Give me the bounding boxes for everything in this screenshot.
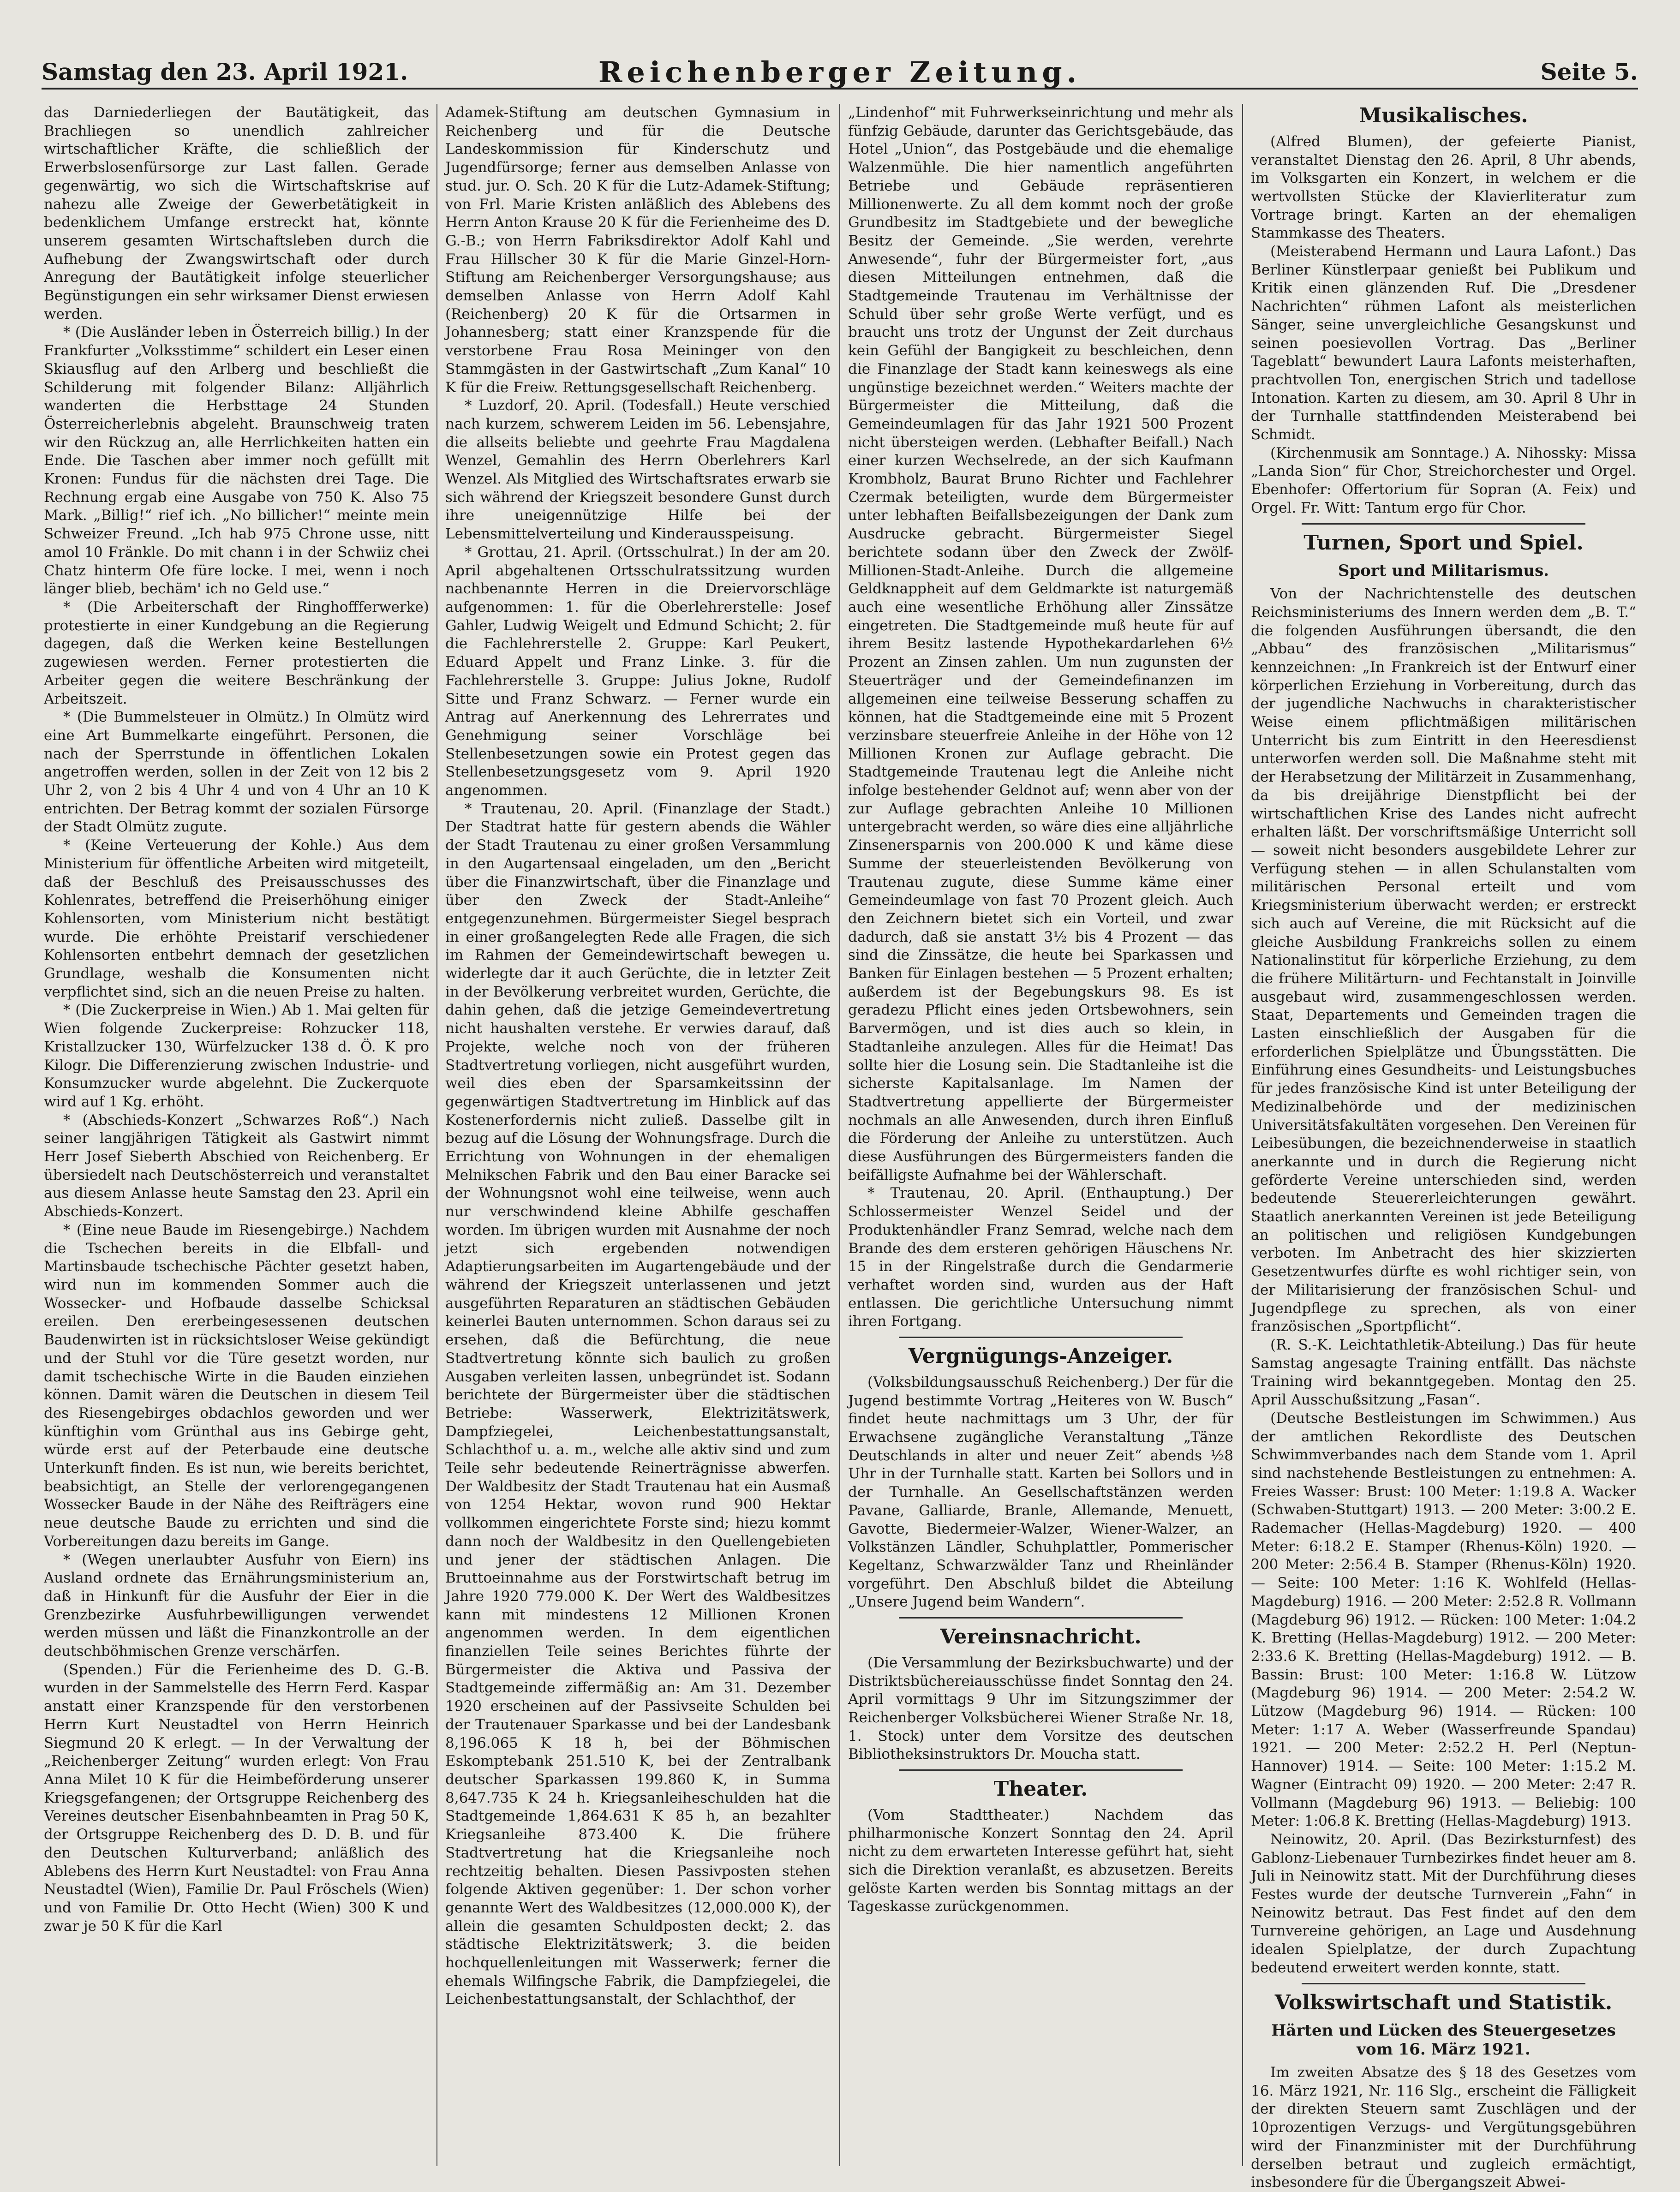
article-paragraph: (Volksbildungsausschuß Reichenberg.) Der für die Jugend bestimmte Vortrag „Heiteres von W. Busch“ findet heute nachmittags um 3 Uhr, der für Erwachsene zugängliche Veranstaltung „Tänze Deutschlands in alter und neuer Zeit“ abends ½8 Uhr in der Turnhalle statt. Karten bei Sollors und in der Turnhalle. An Gesellschaftstänzen werden Pavane, Galliarde, Branle, Allemande, Menuett, Gavotte, Biedermeier-Walzer, Wiener-Walzer, an Volkstänzen Ländler, Schuhplattler, Pommerischer Kegeltanz, Schwarzwälder Tanz und Rheinländer vorgeführt. Den Abschluß bildet die Abteilung „Unsere Jugend beim Wandern“. — [848, 1374, 1233, 1611]
column-rule — [839, 104, 840, 2166]
page-number: Seite 5. — [1540, 58, 1638, 85]
article-paragraph: Adamek-Stiftung am deutschen Gymnasium in Reichenberg und für die Deutsche Landeskommission für Kinderschutz und Jugendfürsorge; ferner aus demselben Anlasse von stud. jur. O. Sch. 20 K für die Lutz-Adamek-Stiftung; von Frl. Marie Kristen anläßlich des Ablebens des Herrn Anton Krause 20 K für die Ferienheime des D. G.-B.; von Herrn Fabriksdirektor Adolf Kahl und Frau Hillscher 30 K für die Marie Ginzel-Horn-Stiftung am Reichenberger Versorgungshause; aus demselben Anlasse von Herrn Adolf Kahl (Reichenberg) 20 K für die Ortsarmen in Johannesberg; statt einer Kranzspende für die verstorbene Frau Rosa Meininger von den Stammgästen in der Gastwirtschaft „Zum Kanal“ 10 K für die Freiw. Rettungsgesellschaft Reichenberg. — [445, 104, 831, 396]
article-paragraph: Von der Nachrichtenstelle des deutschen Reichsministeriums des Innern werden dem „B. T.“ die folgenden Ausführungen übersandt, die den „Abbau“ des französischen „Militarismus“ kennzeichnen: „In Frankreich ist der Entwurf einer körperlichen Erziehung in Vorbereitung, durch das der jugendliche Nachwuchs in charakteristischer Weise einem pflichtmäßigen militärischen Unterricht bis zum Eintritt in den Heeresdienst unterworfen werden soll. Die Maßnahme steht mit der Herabsetzung der Militärzeit in Zusammenhang, da bis dreijährige Dienstpflicht bei der wirtschaftlichen Krise des Landes nicht aufrecht erhalten läßt. Der vorschriftsmäßige Unterricht soll — soweit nicht besonders ausgebildete Lehrer zur Verfügung stehen — in allen Schulanstalten vom militärischen Personal erteilt und vom Kriegsministerium überwacht werden; er erstreckt sich auch auf Vereine, die mit Rücksicht auf die gleiche Ausbildung Frankreichs sollen zu einem Nationalinstitut für körperliche Erziehung, zu dem die frühere Militärturn- und Fechtanstalt in Joinville ausgebaut wird, zusammengeschlossen werden. Staat, Departements und Gemeinden tragen die Lasten einschließlich der Ausgaben für die erforderlichen Spielplätze und Übungsstätten. Die Einführung eines Gesundheits- und Leistungsbuches für jedes französische Kind ist unter Beteiligung der Medizinalbehörde und der medizinischen Universitätsfakultäten vorgesehen. Den Vereinen für Leibesübungen, die bezeichnenderweise in staatlich anerkannte und in durch die Regierung nicht geförderte Vereine unterschieden sind, werden bedeutende Steuererleichterungen gewährt. Staatlich anerkannten Vereinen ist jede Beteiligung an politischen und religiösen Kundgebungen verboten. Im Anbetracht des hier skizzierten Gesetzentwurfes dürfte es wohl richtiger sein, von der Militarisierung der französischen Schul- und Jugendpflege zu sprechen, als von einer französischen „Sportpflicht“. — [1251, 585, 1636, 1335]
article-paragraph: * Trautenau, 20. April. (Finanzlage der Stadt.) Der Stadtrat hatte für gestern abends die Wähler der Stadt Trautenau zu einer großen Versammlung in den Augartensaal eingeladen, um den „Bericht über die Finanzwirtschaft, über die Finanzlage und über den Zweck der Stadt-Anleihe“ entgegenzunehmen. Bürgermeister Siegel besprach in einer großangelegten Rede alle Fragen, die sich im Rahmen der Gemeindewirtschaft bewegen u. widerlegte dar it auch Gerüchte, die in letzter Zeit in der Bevölkerung verbreitet wurden, Gerüchte, die dahin gehen, daß die jetzige Gemeindevertretung nicht haushalten verstehe. Er verwies darauf, daß Projekte, welche noch von der früheren Stadtvertretung vorliegen, nicht ausgeführt wurden, weil dies eben der Sparsamkeitssinn der gegenwärtigen Stadtvertretung im Hinblick auf das Kostenerfordernis nicht zuließ. Dasselbe gilt in bezug auf die Lösung der Wohnungsfrage. Durch die Errichtung von Wohnungen in der ehemaligen Melnikschen Fabrik und den Bau einer Baracke sei der Wohnungsnot wohl eine teilweise, wenn auch nur verschwindend kleine Abhilfe geschaffen worden. Im übrigen wurden mit Ausnahme der noch jetzt sich ergebenden notwendigen Adaptierungsarbeiten im Augartengebäude und der während der Kriegszeit unterlassenen und jetzt ausgeführten Reparaturen an städtischen Gebäuden keinerlei Bauten unternommen. Schon daraus sei zu ersehen, daß die Befürchtung, die neue Stadtvertretung könnte sich baulich zu großen Ausgaben verleiten lassen, unbegründet ist. Sodann berichtete der Bürgermeister über die städtischen Betriebe: Wasserwerk, Elektrizitätswerk, Dampfziegelei, Leichenbestattungsanstalt, Schlachthof u. a. m., welche alle aktiv sind und zum Teile sehr bedeutende Reinerträgnisse abwerfen. Der Waldbesitz der Stadt Trautenau hat ein Ausmaß von 1254 Hektar, wovon rund 900 Hektar vollkommen eingerichtete Forste sind; hiezu kommt dann noch der Waldbesitz in den Quellengebieten und jener der städtischen Anlagen. Die Bruttoeinnahme aus der Forstwirtschaft betrug im Jahre 1920 779.000 K. Der Wert des Waldbesitzes kann mit mindestens 12 Millionen Kronen angenommen werden. In dem eigentlichen finanziellen Teile seines Berichtes führte der Bürgermeister die Aktiva und Passiva der Stadtgemeinde ziffermäßig an: Am 31. Dezember 1920 erscheinen auf der Passivseite Schulden bei der Trautenauer Sparkasse und bei der Landesbank 8,196.065 K 18 h, bei der Böhmischen Eskomptebank 251.510 K, bei der Zentralbank deutscher Sparkassen 199.860 K, in Summa 8,647.735 K 24 h. Kriegsanleiheschulden hat die Stadtgemeinde 1,864.631 K 85 h, an bezahlter Kriegsanleihe 873.400 K. Die frühere Stadtvertretung hat die Kriegsanleihe noch rechtzeitig behalten. Diesen Passivposten stehen folgende Aktiven gegenüber: 1. Der schon vorher genannte Wert des Waldbesitzes (12,000.000 K), der allein die gesamten Schuldposten deckt; 2. das städtische Elektrizitätswerk; 3. die beiden hochquellenleitungen mit Wasserwerk; ferner die ehemals Wilfingsche Fabrik, die Dampfziegelei, die Leichenbestattungsanstalt, der Schlachthof, der — [445, 800, 831, 2008]
section-divider — [1302, 1983, 1585, 1984]
article-paragraph: Im zweiten Absatze des § 18 des Gesetzes vom 16. März 1921, Nr. 116 Slg., erscheint die Fälligkeit der direkten Steuern samt Zuschlägen und der 10prozentigen Verzugs- und Vergütungsgebühren wird der Finanzminister mit der Durchführung derselben betraut und zugleich ermächtigt, insbesondere für die Übergangszeit Abwei- — [1251, 2064, 1636, 2191]
article-paragraph: * Grottau, 21. April. (Ortsschulrat.) In der am 20. April abgehaltenen Ortsschulratssitzung wurden nachbenannte Herren in die Dreiervorschläge aufgenommen: 1. für die Oberlehrerstelle: Josef Gahler, Ludwig Weigelt und Edmund Schicht; 2. für die Fachlehrerstelle 2. Gruppe: Karl Peukert, Eduard Appelt und Franz Linke. 3. für die Fachlehrerstelle 3. Gruppe: Julius Jokne, Rudolf Sitte und Franz Schwarz. — Ferner wurde ein Antrag auf Anerkennung des Lehrerrates und Genehmigung seiner Vorschläge bei Stellenbesetzungen sowie ein Protest gegen das Stellenbesetzungsgesetz vom 9. April 1920 angenommen. — [445, 544, 831, 799]
column-2 — [445, 104, 831, 2171]
issue-date: Samstag den 23. April 1921. — [42, 58, 408, 85]
section-divider — [899, 1617, 1183, 1619]
column-rule — [436, 104, 437, 2166]
section-heading: Theater. — [993, 1777, 1088, 1801]
section-divider — [1302, 523, 1585, 525]
article-paragraph: (Deutsche Bestleistungen im Schwimmen.) Aus der amtlichen Rekordliste des Deutschen Schwimmverbandes nach dem Stande vom 1. April sind nachstehende Bestleistungen zu entnehmen: A. Freies Wasser: Brust: 100 Meter: 1:19.8 A. Wacker (Schwaben-Stuttgart) 1913. — 200 Meter: 3:00.2 E. Rademacher (Hellas-Magdeburg) 1920. — 400 Meter: 6:18.2 E. Stamper (Rhenus-Köln) 1920. — 200 Meter: 2:56.4 B. Stamper (Rhenus-Köln) 1920. — Seite: 100 Meter: 1:16 K. Wohlfeld (Hellas-Magdeburg) 1916. — 200 Meter: 2:52.8 R. Vollmann (Magdeburg 96) 1912. — Rücken: 100 Meter: 1:04.2 K. Bretting (Hellas-Magdeburg) 1912. — 200 Meter: 2:33.6 K. Bretting (Hellas-Magdeburg) 1912. — B. Bassin: Brust: 100 Meter: 1:16.8 W. Lützow (Magdeburg 96) 1914. — 200 Meter: 2:54.2 W. Lützow (Magdeburg 96) 1914. — Rücken: 100 Meter: 1:17 A. Weber (Wasserfreunde Spandau) 1921. — 200 Meter: 2:52.2 H. Perl (Neptun-Hannover) 1914. — Seite: 100 Meter: 1:15.2 M. Wagner (Eintracht 09) 1920. — 200 Meter: 2:47 R. Vollmann (Magdeburg 96) 1913. — Beliebig: 100 Meter: 1:06.8 K. Bretting (Hellas-Magdeburg) 1913. — [1251, 1410, 1636, 1830]
article-paragraph: * (Wegen unerlaubter Ausfuhr von Eiern) ins Ausland ordnete das Ernährungsministerium an, daß in Hinkunft für die Ausfuhr der Eier in die Grenzbezirke Ausfuhrbewilligungen verwendet werden müssen und läßt die Finanzkontrolle an der deutschböhmischen Grenze verschärfen. — [44, 1551, 429, 1660]
article-paragraph: (R. S.-K. Leichtathletik-Abteilung.) Das für heute Samstag angesagte Training entfällt. Das nächste Training wird bekanntgegeben. Montag den 25. April Ausschußsitzung „Fasan“. — [1251, 1336, 1636, 1409]
article-paragraph: * Trautenau, 20. April. (Enthauptung.) Der Schlossermeister Wenzel Seidel und der Produktenhändler Franz Semrad, welche nach dem Brande des dem ersteren gehörigen Häuschens Nr. 15 in der Ringelstraße durch die Gendarmerie verhaftet worden sind, wurden aus der Haft entlassen. Die gerichtliche Untersuchung nimmt ihren Fortgang. — [848, 1185, 1233, 1330]
page-header — [42, 55, 1638, 90]
article-paragraph: (Meisterabend Hermann und Laura Lafont.) Das Berliner Künstlerpaar genießt bei Publikum und Kritik einen glänzenden Ruf. Die „Dresdener Nachrichten“ rühmen Lafont als meisterlichen Sänger, seine unvergleichliche Gesangskunst und seinen poesievollen Vortrag. Das „Berliner Tageblatt“ bewundert Laura Lafonts meisterhaften, prachtvollen Ton, energischen Strich und tadellose Intonation. Karten zu diesem, am 30. April 8 Uhr in der Turnhalle stattfindenden Meisterabend bei Schmidt. — [1251, 243, 1636, 443]
section-heading: Turnen, Sport und Spiel. — [1303, 531, 1584, 555]
article-paragraph: Neinowitz, 20. April. (Das Bezirksturnfest) des Gablonz-Liebenauer Turnbezirkes findet heuer am 8. Juli in Neinowitz statt. Mit der Durchführung dieses Festes wurde der deutsche Turnverein „Fahn“ in Neinowitz betraut. Das Fest findet auf den dem Turnvereine gehörigen, an Lage und Ausdehnung idealen Spielplatze, der durch Zupachtung bedeutend erweitert werden konnte, statt. — [1251, 1831, 1636, 1976]
section-heading: Musikalisches. — [1359, 104, 1528, 127]
section-heading: Vergnügungs-Anzeiger. — [908, 1344, 1173, 1368]
article-paragraph: * (Die Ausländer leben in Österreich billig.) In der Frankfurter „Volksstimme“ schildert ein Leser einen Skiausflug auf den Arlberg und beschließt die Schilderung mit folgender Bilanz: Alljährlich wanderten die Herbsttage 24 Stunden Österreicherlebnis abgeleht. Braunschweig traten wir den Rückzug an, alle Herrlichkeiten hatten ein Ende. Die Taschen aber immer noch gefüllt mit Kronen: Fundus für die nächsten drei Tage. Die Rechnung ergab eine Ausgabe von 750 K. Also 75 Mark. „Billig!“ rief ich. „No billicher!“ meinte mein Schweizer Freund. „Ich hab 975 Chrone usse, nitt amol 10 Fränkle. Do mit chann i in der Schwiiz chei Chatz hinterm Ofe füre locke. I mei, wenn i noch länger blieb, bechäm' ich no Geld use.“ — [44, 324, 429, 597]
article-paragraph: (Alfred Blumen), der gefeierte Pianist, veranstaltet Dienstag den 26. April, 8 Uhr abends, im Volksgarten ein Konzert, in welchem er die wertvollsten Stücke der Klavierliteratur zum Vortrage bringt. Karten an der ehemaligen Stammkasse des Theaters. — [1251, 133, 1636, 242]
article-paragraph: (Vom Stadttheater.) Nachdem das philharmonische Konzert Sonntag den 24. April nicht zu dem erwarteten Interesse geführt hat, sieht sich die Direktion veranlaßt, es abzusetzen. Bereits gelöste Karten werden bis Sonntag mittags an der Tageskasse zurückgenommen. — [848, 1806, 1233, 1915]
article-paragraph: * (Eine neue Baude im Riesengebirge.) Nachdem die Tschechen bereits in die Elbfall- und Martinsbaude tschechische Pächter gesetzt haben, wird nun im kommenden Sommer auch die Wossecker- und Hofbaude dasselbe Schicksal ereilen. Den ererbeingesessenen deutschen Baudenwirten ist in rücksichtsloser Weise gekündigt und der Stuhl vor die Türe gesetzt worden, nur damit tschechische Wirte in die Bauden einziehen können. Damit wären die Deutschen in diesem Teil des Riesengebirges obdachlos geworden und wer künftighin vom Grünthal aus ins Gebirge geht, würde erst auf der Peterbaude eine deutsche Unterkunft finden. Es ist nun, wie bereits berichtet, beabsichtigt, an Stelle der verlorengegangenen Wossecker Baude in der Nähe des Reifträgers eine neue deutsche Baude zu errichten und sind die Vorbereitungen dazu bereits im Gange. — [44, 1221, 429, 1550]
section-subheading: Härten und Lücken des Steuergesetzes vom 16. März 1921. — [1271, 2021, 1616, 2059]
article-paragraph: * (Die Zuckerpreise in Wien.) Ab 1. Mai gelten für Wien folgende Zuckerpreise: Rohzucker 118, Kristallzucker 130, Würfelzucker 138 d. Ö. K pro Kilogr. Die Differenzierung zwischen Industrie- und Konsumzucker wurde abgelehnt. Die Zuckerquote wird auf 1 Kg. erhöht. — [44, 1002, 429, 1110]
column-3 — [848, 104, 1233, 2171]
section-heading: Vereinsnachricht. — [940, 1625, 1142, 1649]
article-paragraph: * (Keine Verteuerung der Kohle.) Aus dem Ministerium für öffentliche Arbeiten wird mitgeteilt, daß der Beschluß des Preisausschusses des Kohlenrates, betreffend die Preiserhöhung einiger Kohlensorten, vom Ministerium nicht bestätigt wurde. Die erhöhte Preistarif verschiedener Kohlensorten entbehrt demnach der gesetzlichen Grundlage, weshalb die Konsumenten nicht verpflichtet sind, sich an die neuen Preise zu halten. — [44, 837, 429, 1000]
section-divider — [899, 1769, 1183, 1771]
column-4 — [1251, 104, 1636, 2191]
column-1 — [44, 104, 429, 2171]
article-paragraph: * Luzdorf, 20. April. (Todesfall.) Heute verschied nach kurzem, schwerem Leiden im 56. Lebensjahre, die allseits beliebte und geehrte Frau Magdalena Wenzel, Gemahlin des Herrn Oberlehrers Karl Wenzel. Als Mitglied des Wirtschaftsrates erwarb sie sich während der Kriegszeit besondere Gunst durch ihre uneigennützige Hilfe bei der Lebensmittelverteilung und Kinderausspeisung. — [445, 397, 831, 543]
section-heading: Volkswirtschaft und Statistik. — [1274, 1990, 1613, 2014]
column-rule — [1242, 104, 1243, 2166]
article-paragraph: das Darniederliegen der Bautätigkeit, das Brachliegen so unendlich zahlreicher wirtschaftlicher Kräfte, die schließlich der Erwerbslosenfürsorge zur Last fallen. Gerade gegenwärtig, wo sich die Wirtschaftskrise auf nahezu alle Zweige der Gewerbetätigkeit in bedenklichem Umfange erstreckt hat, könnte unserem gesamten Wirtschaftsleben durch die Aufhebung der Zwangswirtschaft oder durch Anregung der Bautätigkeit infolge steuerlicher Begünstigungen ein sehr wirksamer Dienst erwiesen werden. — [44, 104, 429, 323]
section-divider — [899, 1337, 1183, 1338]
section-subheading: Sport und Militarismus. — [1338, 561, 1549, 580]
article-paragraph: (Spenden.) Für die Ferienheime des D. G.-B. wurden in der Sammelstelle des Herrn Ferd. Kaspar anstatt einer Kranzspende für den verstorbenen Herrn Kurt Neustadtel von Herrn Heinrich Siegmund 20 K erlegt. — In der Verwaltung der „Reichenberger Zeitung“ wurden erlegt: Von Frau Anna Milet 10 K für die Heimbeförderung unserer Kriegsgefangenen; der Ortsgruppe Reichenberg des Vereines deutscher Eisenbahnbeamten in Prag 50 K, der Ortsgruppe Reichenberg des D. D. B. und für den Deutschen Kulturverband; anläßlich des Ablebens des Herrn Kurt Neustadtel: von Frau Anna Neustadtel (Wien), Familie Dr. Paul Fröschels (Wien) und von Familie Dr. Otto Hecht (Wien) 300 K und zwar je 50 K für die Karl — [44, 1661, 429, 1935]
newspaper-title: Reichenberger Zeitung. — [598, 55, 1082, 89]
article-paragraph: (Die Versammlung der Bezirksbuchwarte) und der Distriktsbüchereiausschüsse findet Sonntag den 24. April vormittags 9 Uhr im Sitzungszimmer der Reichenberger Volksbücherei Wiener Straße Nr. 18, 1. Stock) unter dem Vorsitze des deutschen Bibliotheksinstruktors Dr. Moucha statt. — [848, 1654, 1233, 1763]
article-paragraph: * (Die Arbeiterschaft der Ringhoffferwerke) protestierte in einer Kundgebung an die Regierung dagegen, daß die Werken keine Bestellungen zugewiesen werden. Ferner protestierten die Arbeiter gegen die weitere Beschränkung der Arbeitszeit. — [44, 598, 429, 707]
article-paragraph: „Lindenhof“ mit Fuhrwerkseinrichtung und mehr als fünfzig Gebäude, darunter das Gerichtsgebäude, das Hotel „Union“, das Postgebäude und die ehemalige Walzenmühle. Die hier namentlich angeführten Betriebe und Gebäude repräsentieren Millionenwerte. Zu all dem kommt noch der große Grundbesitz im Stadtgebiete und der bewegliche Besitz der Gemeinde. „Sie werden, verehrte Anwesende“, fuhr der Bürgermeister fort, „aus diesen Mitteilungen entnehmen, daß die Stadtgemeinde Trautenau im Verhältnisse der Schuld über sehr große Werte verfügt, und es braucht uns trotz der Ungunst der Zeit durchaus kein Gefühl der Bangigkeit zu beschleichen, denn die Finanzlage der Stadt kann keineswegs als eine ungünstige bezeichnet werden.“ Weiters machte der Bürgermeister die Mitteilung, daß die Gemeindeumlagen für das Jahr 1921 500 Prozent nicht übersteigen werden. (Lebhafter Beifall.) Nach einer kurzen Wechselrede, an der sich Kaufmann Krombholz, Baurat Bruno Richter und Fachlehrer Czermak beteiligten, wurde dem Bürgermeister unter lebhaften Beifallsbezeigungen der Dank zum Ausdrucke gebracht. Bürgermeister Siegel berichtete sodann über den Zweck der Zwölf-Millionen-Stadt-Anleihe. Durch die allgemeine Geldknappheit auf dem Geldmarkte ist naturgemäß auch eine wesentliche Erhöhung aller Zinssätze eingetreten. Die Stadtgemeinde muß heute für auf ihrem Besitz lastende Hypothekardarlehen 6½ Prozent an Zinsen zahlen. Um nun zugunsten der Steuerträger und der Gemeindefinanzen im allgemeinen eine teilweise Besserung schaffen zu können, hat die Stadtgemeinde eine mit 5 Prozent verzinsbare steuerfreie Anleihe in der Höhe von 12 Millionen Kronen zur Auflage gebracht. Die Stadtgemeinde Trautenau legt die Anleihe nicht infolge bestehender Geldnot auf; wenn aber von der zur Auflage gebrachten Anleihe 10 Millionen untergebracht werden, so wäre dies eine alljährliche Zinsenersparnis von 200.000 K und käme diese Summe der steuerleistenden Bevölkerung von Trautenau zugute, diese Summe käme einer Gemeindeumlage von fast 70 Prozent gleich. Auch den Zeichnern bietet sich ein Vorteil, und zwar dadurch, daß sie anstatt 3½ bis 4 Prozent — das sind die Zinssätze, die heute bei Sparkassen und Banken für Einlagen bestehen — 5 Prozent erhalten; außerdem ist der Begebungskurs 98. Es ist geradezu Pflicht eines jeden Ortsbewohners, sein Barvermögen, und ist dies auch so klein, in Stadtanleihe anzulegen. Alles für die Heimat! Das sollte hier die Losung sein. Die Stadtanleihe ist die sicherste Kapitalsanlage. Im Namen der Stadtvertretung appellierte der Bürgermeister nochmals an alle Anwesenden, durch ihren Einfluß die Förderung der Anleihe zu unterstützen. Auch diese Ausführungen des Bürgermeisters fanden die beifälligste Aufnahme bei der Wählerschaft. — [848, 104, 1233, 1183]
article-paragraph: (Kirchenmusik am Sonntage.) A. Nihossky: Missa „Landa Sion“ für Chor, Streichorchester und Orgel. Ebenhofer: Offertorium für Sopran (A. Feix) und Orgel. Fr. Witt: Tantum ergo für Chor. — [1251, 444, 1636, 516]
article-paragraph: * (Abschieds-Konzert „Schwarzes Roß“.) Nach seiner langjährigen Tätigkeit als Gastwirt nimmt Herr Josef Sieberth Abschied von Reichenberg. Er übersiedelt nach Deutschösterreich und veranstaltet aus diesem Anlasse heute Samstag den 23. April ein Abschieds-Konzert. — [44, 1111, 429, 1220]
article-paragraph: * (Die Bummelsteuer in Olmütz.) In Olmütz wird eine Art Bummelkarte eingeführt. Personen, die nach der Sperrstunde in öffentlichen Lokalen angetroffen werden, sollen in der Zeit von 12 bis 2 Uhr 2, von 2 bis 4 Uhr 4 und von 4 Uhr an 10 K entrichten. Der Betrag kommt der sozialen Fürsorge der Stadt Olmütz zugute. — [44, 709, 429, 836]
